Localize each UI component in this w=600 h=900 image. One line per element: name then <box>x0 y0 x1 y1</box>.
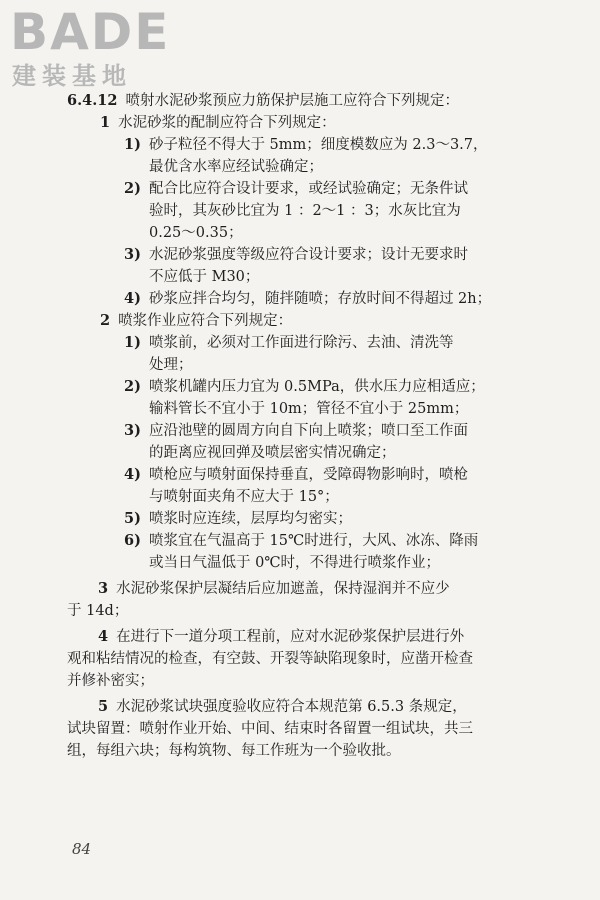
subitem-2-2-cont: 输料管长不宜小于 10m；管径不宜小于 25mm； <box>149 401 469 417</box>
subitem-text: 水泥砂浆强度等级应符合设计要求；设计无要求时 <box>148 247 468 263</box>
item-number: 3 <box>98 580 109 597</box>
item-3 <box>0 578 600 600</box>
item-text: 水泥砂浆的配制应符合下列规定： <box>118 115 336 131</box>
subitem-text: 喷枪应与喷射面保持垂直，受障碍物影响时，喷枪 <box>148 467 468 483</box>
subitem-2-6 <box>0 530 600 552</box>
subitem-2-3 <box>0 420 600 442</box>
subitem-1-1-cont: 最优含水率应经试验确定； <box>149 159 323 175</box>
item-1 <box>0 112 600 134</box>
subitem-number: 3) <box>124 246 141 263</box>
subitem-number: 1) <box>124 136 141 153</box>
subitem-text: 砂浆应拌合均匀，随拌随喷；存放时间不得超过 2h； <box>148 291 492 307</box>
subitem-2-1-cont: 处理； <box>149 357 193 373</box>
subitem-text: 喷浆宜在气温高于 15℃时进行，大风、冰冻、降雨 <box>148 533 479 549</box>
subitem-1-3 <box>0 244 600 266</box>
clause-number: 6.4.12 <box>67 92 118 109</box>
document-body <box>0 90 600 762</box>
subitem-number: 2) <box>124 378 141 395</box>
subitem-2-3-cont: 的距离应视回弹及喷层密实情况确定； <box>149 445 396 461</box>
item-5-cont2: 组，每组六块；每构筑物、每工作班为一个验收批。 <box>67 743 401 759</box>
subitem-1-2-cont2: 0.25～0.35； <box>149 225 243 241</box>
item-number: 2 <box>100 312 111 329</box>
subitem-1-2-cont: 验时，其灰砂比宜为 1 ：2～1 ：3；水灰比宜为 <box>149 203 461 219</box>
subitem-1-2 <box>0 178 600 200</box>
subitem-text: 喷浆机罐内压力宜为 0.5MPa，供水压力应相适应； <box>148 379 485 395</box>
subitem-text: 配合比应符合设计要求，或经试验确定；无条件试 <box>148 181 468 197</box>
subitem-number: 2) <box>124 180 141 197</box>
subitem-2-5 <box>0 508 600 530</box>
subitem-text: 砂子粒径不得大于 5mm；细度模数应为 2.3～3.7， <box>148 137 488 153</box>
clause-title: 喷射水泥砂浆预应力筋保护层施工应符合下列规定： <box>125 93 459 109</box>
item-3-cont: 于 14d； <box>67 603 129 619</box>
logo-subtitle: 建装基地 <box>12 62 132 90</box>
subitem-text: 喷浆前，必须对工作面进行除污、去油、清洗等 <box>148 335 454 351</box>
item-2 <box>0 310 600 332</box>
item-5-cont: 试块留置：喷射作业开始、中间、结束时各留置一组试块，共三 <box>67 721 473 737</box>
subitem-text: 喷浆时应连续，层厚均匀密实； <box>148 511 352 527</box>
page-number: 84 <box>72 840 92 858</box>
item-text: 水泥砂浆试块强度验收应符合本规范第 6.5.3 条规定， <box>116 699 467 715</box>
item-number: 5 <box>98 698 109 715</box>
logo-mark: BADE <box>10 3 171 61</box>
subitem-2-6-cont: 或当日气温低于 0℃时，不得进行喷浆作业； <box>149 555 441 571</box>
subitem-2-4-cont: 与喷射面夹角不应大于 15°； <box>149 489 339 505</box>
item-text: 喷浆作业应符合下列规定： <box>118 313 293 329</box>
item-4 <box>0 626 600 648</box>
clause-heading <box>0 90 600 112</box>
subitem-2-2 <box>0 376 600 398</box>
item-4-cont2: 并修补密实； <box>67 673 154 689</box>
item-text: 在进行下一道分项工程前，应对水泥砂浆保护层进行外 <box>116 629 465 645</box>
subitem-number: 5) <box>124 510 141 527</box>
subitem-number: 6) <box>124 532 141 549</box>
item-number: 1 <box>100 114 111 131</box>
subitem-2-1 <box>0 332 600 354</box>
subitem-number: 4) <box>124 290 141 307</box>
subitem-number: 4) <box>124 466 141 483</box>
subitem-text: 应沿池壁的圆周方向自下向上喷浆；喷口至工作面 <box>148 423 468 439</box>
subitem-number: 3) <box>124 422 141 439</box>
logo <box>10 4 185 90</box>
subitem-1-3-cont: 不应低于 M30； <box>149 269 260 285</box>
subitem-2-4 <box>0 464 600 486</box>
subitem-1-1 <box>0 134 600 156</box>
item-4-cont: 观和粘结情况的检查，有空鼓、开裂等缺陷现象时，应凿开检查 <box>67 651 473 667</box>
item-number: 4 <box>98 628 109 645</box>
subitem-1-4 <box>0 288 600 310</box>
item-text: 水泥砂浆保护层凝结后应加遮盖，保持湿润并不应少 <box>116 581 450 597</box>
item-5 <box>0 696 600 718</box>
subitem-number: 1) <box>124 334 141 351</box>
